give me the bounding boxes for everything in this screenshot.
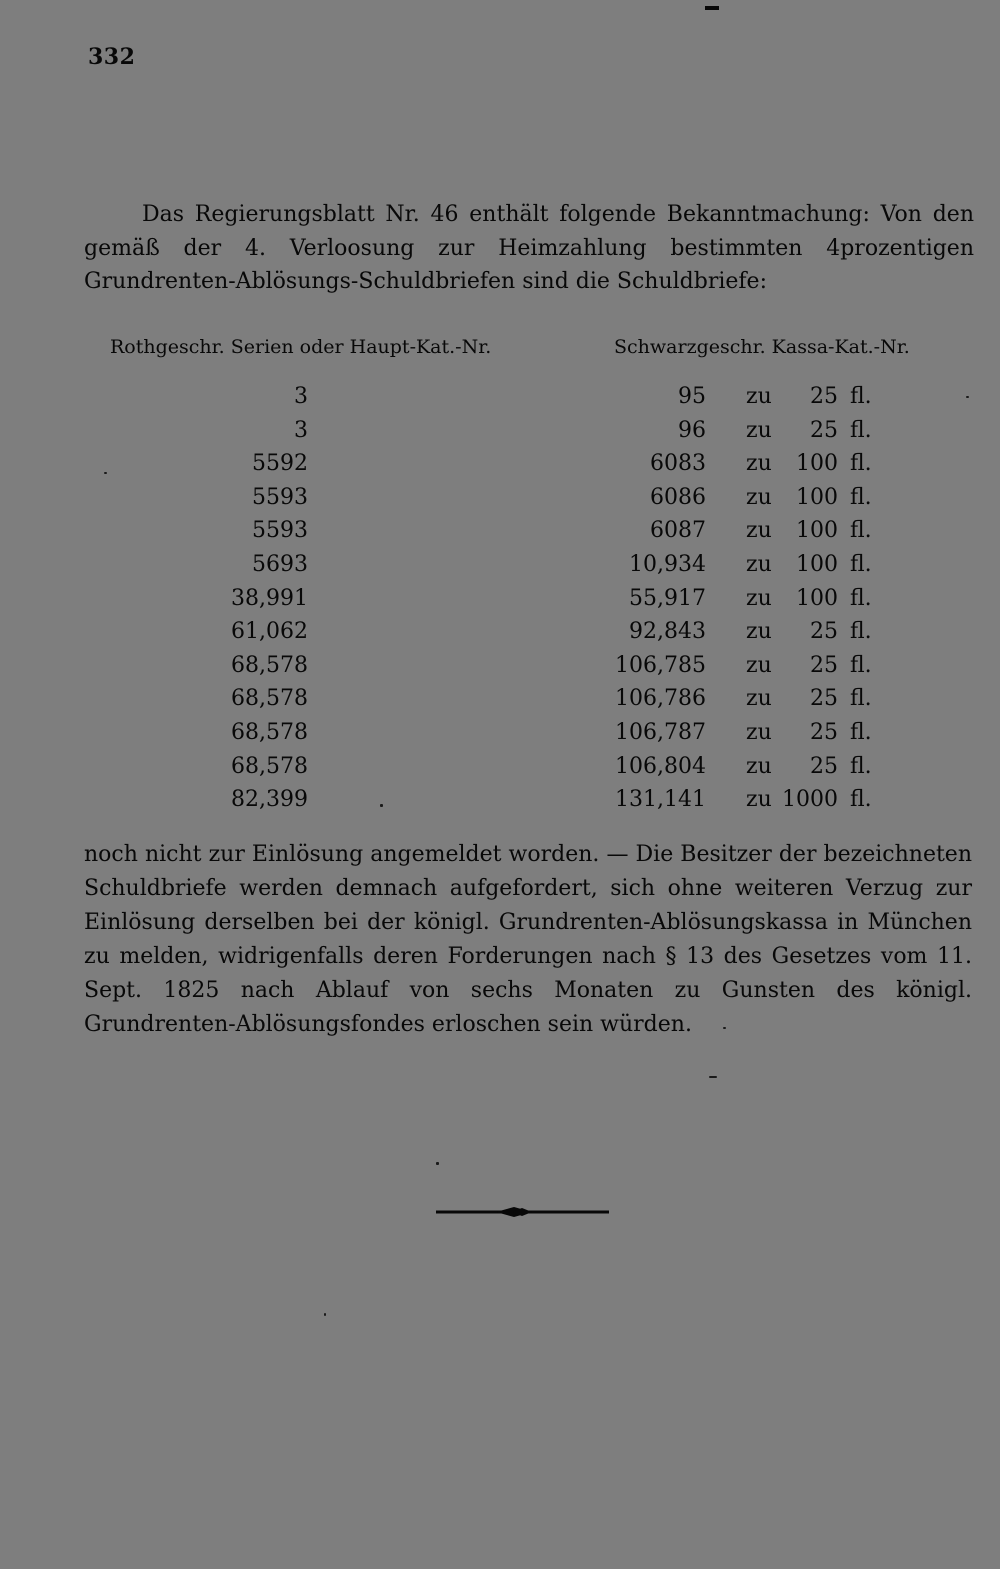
currency-unit: fl. — [850, 417, 872, 443]
series-number: 38,991 — [231, 585, 308, 611]
table-row — [0, 449, 1000, 483]
bond-table — [0, 382, 1000, 819]
print-speck — [966, 396, 969, 398]
currency-unit: fl. — [850, 585, 872, 611]
kassa-number: 55,917 — [629, 585, 706, 611]
zu-word: zu — [746, 451, 772, 477]
amount-value: 25 — [810, 686, 838, 712]
currency-unit: fl. — [850, 484, 872, 510]
column-header-kassa: Schwarzgeschr. Kassa-Kat.-Nr. — [614, 336, 910, 358]
currency-unit: fl. — [850, 719, 872, 745]
series-number: 82,399 — [231, 787, 308, 813]
kassa-number: 6083 — [650, 451, 706, 477]
print-speck — [709, 1076, 717, 1078]
table-row — [0, 550, 1000, 584]
kassa-number: 92,843 — [629, 619, 706, 645]
print-speck — [723, 1027, 726, 1029]
currency-unit: fl. — [850, 551, 872, 577]
amount-value: 100 — [796, 451, 838, 477]
kassa-number: 95 — [678, 384, 706, 409]
closing-paragraph: noch nicht zur Einlösung angemeldet worden. — Die Besitzer der bezeichneten Schuldbriefe werden demnach aufgefordert, sich ohne weiteren Verzug zur Einlösung derselben bei der königl. Grundrenten-Ablösungskassa in München zu melden, widrigenfalls deren Forderungen nach § 13 des Gesetzes vom 11. Sept. 1825 nach Ablauf von sechs Monaten zu Gunsten des königl. Grundrenten-Ablösungsfondes erloschen sein würden. — [84, 842, 972, 1037]
zu-word: zu — [746, 686, 772, 712]
series-number: 68,578 — [231, 652, 308, 678]
kassa-number: 6086 — [650, 484, 706, 510]
kassa-number: 106,787 — [615, 719, 706, 745]
table-row — [0, 785, 1000, 819]
amount-value: 25 — [810, 652, 838, 678]
kassa-number: 106,786 — [615, 686, 706, 712]
zu-word: zu — [746, 787, 772, 813]
table-row — [0, 516, 1000, 550]
table-row — [0, 617, 1000, 651]
kassa-number: 106,804 — [615, 753, 706, 779]
amount-value: 100 — [796, 518, 838, 544]
print-speck — [324, 1313, 326, 1316]
currency-unit: fl. — [850, 787, 872, 813]
table-row — [0, 752, 1000, 786]
zu-word: zu — [746, 551, 772, 577]
amount-value: 25 — [810, 753, 838, 779]
zu-word: zu — [746, 417, 772, 443]
zu-word: zu — [746, 384, 772, 409]
zu-word: zu — [746, 518, 772, 544]
print-speck — [436, 1162, 439, 1165]
table-row — [0, 584, 1000, 618]
series-number: 5593 — [252, 484, 308, 510]
amount-value: 25 — [810, 619, 838, 645]
intro-paragraph: Das Regierungsblatt Nr. 46 enthält folgende Bekanntmachung: Von den gemäß der 4. Verloosung zur Heimzahlung bestimmten 4prozentigen Grundrenten-Ablösungs-Schuldbriefen sind die Schuldbriefe: — [84, 202, 974, 294]
table-row — [0, 718, 1000, 752]
table-row — [0, 651, 1000, 685]
series-number: 68,578 — [231, 719, 308, 745]
series-number: 61,062 — [231, 619, 308, 645]
currency-unit: fl. — [850, 686, 872, 712]
series-number: 5592 — [252, 451, 308, 477]
table-row — [0, 382, 1000, 416]
amount-value: 25 — [810, 417, 838, 443]
kassa-number: 10,934 — [629, 551, 706, 577]
kassa-number: 96 — [678, 417, 706, 443]
currency-unit: fl. — [850, 384, 872, 409]
currency-unit: fl. — [850, 753, 872, 779]
print-mark — [705, 6, 719, 10]
series-number: 5593 — [252, 518, 308, 544]
zu-word: zu — [746, 719, 772, 745]
closing-ornament — [436, 1204, 609, 1220]
zu-word: zu — [746, 585, 772, 611]
currency-unit: fl. — [850, 652, 872, 678]
table-row — [0, 483, 1000, 517]
print-speck — [380, 804, 383, 807]
series-number: 5693 — [252, 551, 308, 577]
zu-word: zu — [746, 619, 772, 645]
zu-word: zu — [746, 484, 772, 510]
table-row — [0, 684, 1000, 718]
zu-word: zu — [746, 652, 772, 678]
amount-value: 25 — [810, 719, 838, 745]
print-speck — [104, 472, 107, 474]
series-number: 68,578 — [231, 686, 308, 712]
series-number: 68,578 — [231, 753, 308, 779]
column-header-series: Rothgeschr. Serien oder Haupt-Kat.-Nr. — [110, 336, 492, 358]
amount-value: 25 — [810, 384, 838, 409]
kassa-number: 106,785 — [615, 652, 706, 678]
page-number: 332 — [88, 44, 136, 70]
table-row — [0, 416, 1000, 450]
amount-value: 100 — [796, 484, 838, 510]
currency-unit: fl. — [850, 619, 872, 645]
zu-word: zu — [746, 753, 772, 779]
currency-unit: fl. — [850, 518, 872, 544]
amount-value: 100 — [796, 551, 838, 577]
kassa-number: 131,141 — [615, 787, 706, 813]
amount-value: 100 — [796, 585, 838, 611]
series-number: 3 — [294, 417, 308, 443]
currency-unit: fl. — [850, 451, 872, 477]
amount-value: 1000 — [782, 787, 838, 813]
kassa-number: 6087 — [650, 518, 706, 544]
series-number: 3 — [294, 384, 308, 409]
